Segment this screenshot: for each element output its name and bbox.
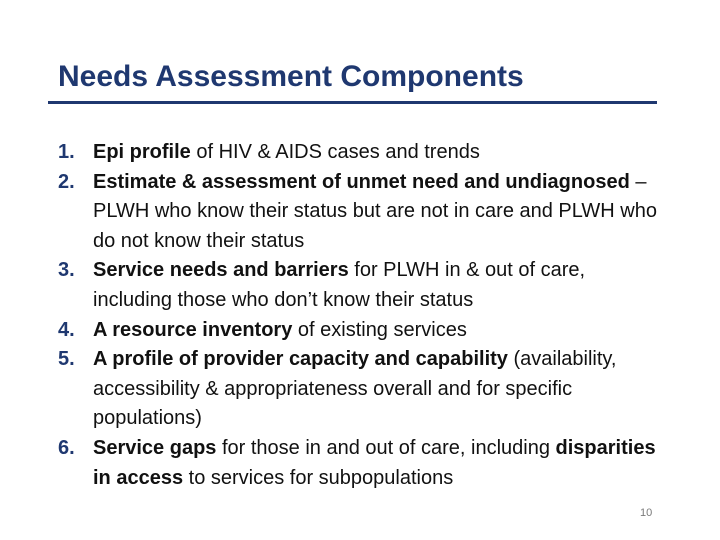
list-item-bold-text: Service needs and barriers — [93, 259, 349, 282]
list-item-bold-text: Estimate & assessment of unmet need and undiagnosed — [93, 170, 630, 193]
list-item-text: for PLWH in & out of care, including those who don’t know their status — [93, 259, 586, 311]
list-item — [58, 316, 668, 346]
list-item-text: – PLWH who know their status but are not in care and PLWH who do not know their status — [93, 170, 657, 252]
list-item-number: 4. — [58, 318, 75, 341]
list-item-bold-text: Epi profile — [93, 141, 191, 163]
list-item-number: 1. — [58, 141, 75, 163]
list-item-text: (availability, accessibility & appropriateness overall and for specific populations) — [93, 348, 617, 430]
list-item — [58, 345, 668, 434]
title-underline — [48, 101, 657, 104]
list-item-number: 5. — [58, 348, 75, 371]
page-number: 10 — [640, 507, 653, 519]
list-item-bold-text: disparities in access — [93, 436, 656, 489]
list-item-text: to services for subpopulations — [183, 466, 454, 489]
list-item-bold-text: A profile of provider capacity and capability — [93, 348, 508, 371]
list-item-number: 6. — [58, 436, 75, 459]
list-item-bold-text: A resource inventory — [93, 318, 293, 341]
list-item-bold-text: Service gaps — [93, 436, 217, 459]
list-item-number: 3. — [58, 259, 75, 282]
list-item-text: for those in and out of care, including — [216, 436, 556, 459]
list-item — [58, 138, 668, 168]
slide-title: Needs Assessment Components — [58, 60, 524, 93]
list-item-text: of HIV & AIDS cases and trends — [190, 141, 480, 163]
list-item — [58, 434, 668, 493]
components-list — [58, 138, 668, 493]
list-item-text: of existing services — [292, 318, 467, 341]
list-item — [58, 256, 668, 315]
list-item-number: 2. — [58, 170, 75, 193]
list-item — [58, 168, 668, 257]
